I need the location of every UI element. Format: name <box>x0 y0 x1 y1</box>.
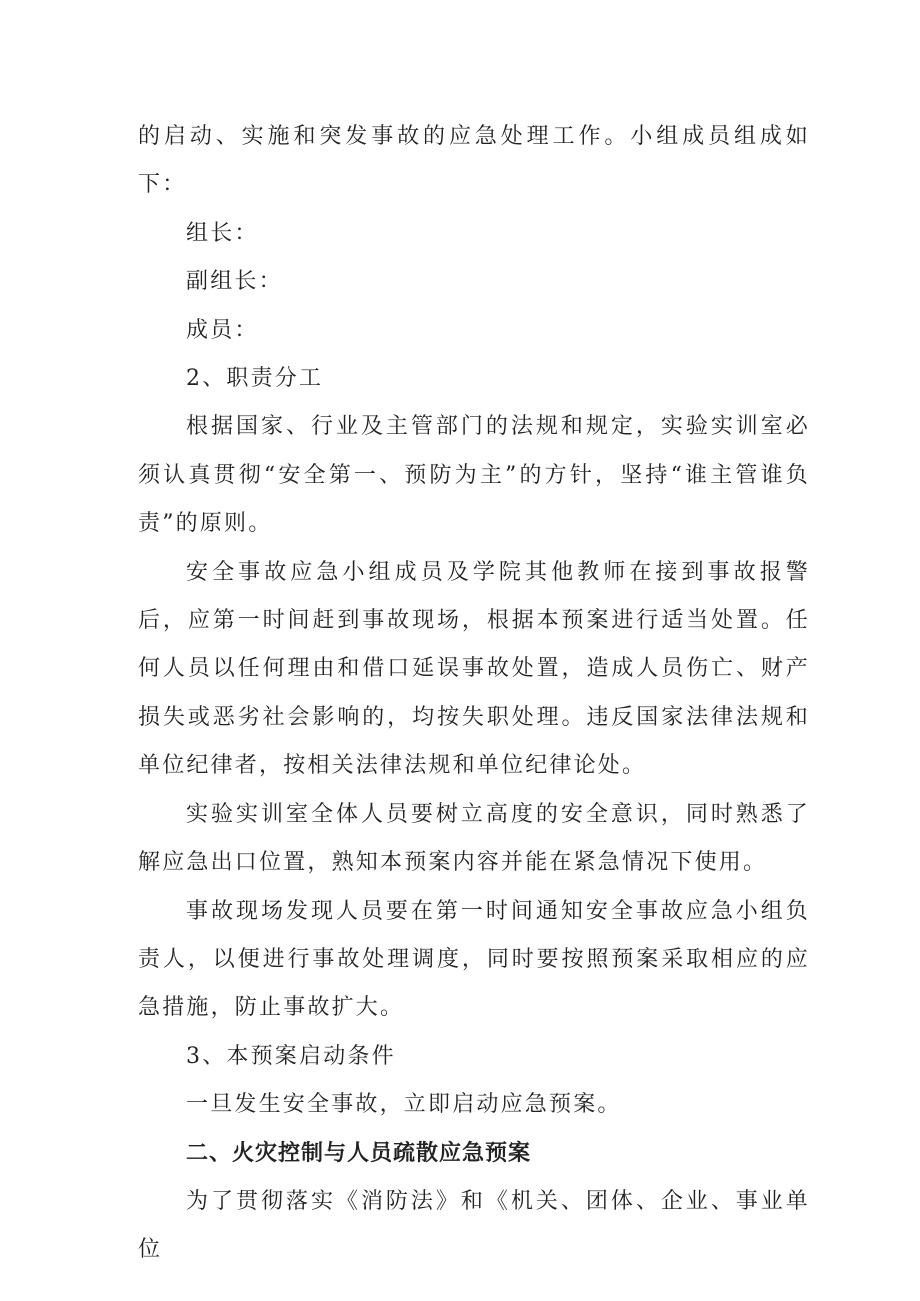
paragraph-continuation: 的启动、实施和突发事故的应急处理工作。小组成员组成如下： <box>138 124 810 198</box>
paragraph-response: 安全事故应急小组成员及学院其他教师在接到事故报警后，应第一时间赶到事故现场，根据本预案进行适当处置。任何人员以任何理由和借口延误事故处置，造成人员伤亡、财产损失或恶劣社会影响的，均按失职处理。违反国家法律法规和单位纪律者，按相关法律法规和单位纪律论处。 <box>138 559 810 779</box>
paragraph-fire-intro: 为了贯彻落实《消防法》和《机关、团体、企业、事业单位 <box>138 1188 810 1263</box>
paragraph-activation: 一旦发生安全事故，立即启动应急预案。 <box>186 1092 622 1118</box>
deputy-leader-line: 副组长： <box>186 269 283 295</box>
members-line: 成员： <box>186 317 259 343</box>
document-page <box>138 113 810 1275</box>
paragraph-principles: 根据国家、行业及主管部门的法规和规定，实验实训室必须认真贯彻“安全第一、预防为主”的方针，坚持“谁主管谁负责”的原则。 <box>138 414 810 537</box>
leader-line: 组长： <box>186 220 259 246</box>
section-heading-duties: 2、职责分工 <box>186 366 324 392</box>
paragraph-awareness: 实验实训室全体人员要树立高度的安全意识，同时熟悉了解应急出口位置，熟知本预案内容并能在紧急情况下使用。 <box>138 801 810 876</box>
paragraph-notification: 事故现场发现人员要在第一时间通知安全事故应急小组负责人，以便进行事故处理调度，同时要按照预案采取相应的应急措施，防止事故扩大。 <box>138 898 810 1021</box>
chapter-heading-fire: 二、火灾控制与人员疏散应急预案 <box>186 1140 532 1166</box>
section-heading-activation: 3、本预案启动条件 <box>186 1043 396 1069</box>
